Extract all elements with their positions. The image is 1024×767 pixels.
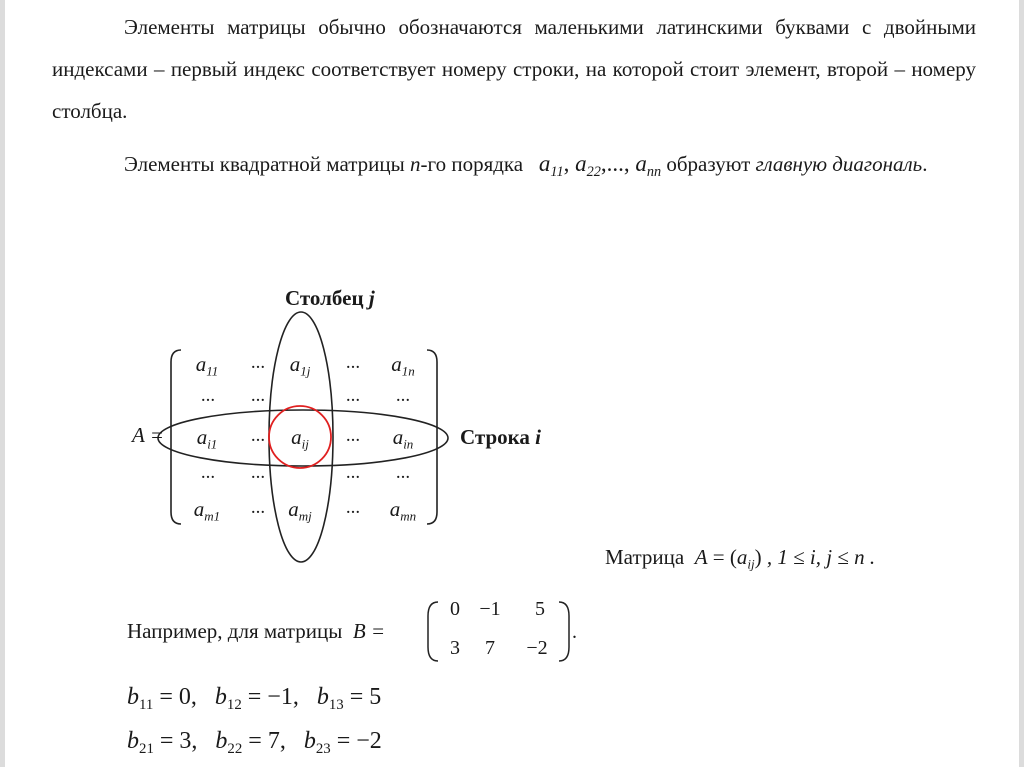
- p2-end: .: [922, 152, 928, 176]
- dots-r3c2: ...: [250, 425, 266, 446]
- diagonal-formula: $a_{11}$, $a_{22}$,..., $a_{nn}$: [538, 151, 662, 180]
- values-row-2: [127, 728, 382, 758]
- p2-middle: образуют: [661, 152, 756, 176]
- dots-r2c5: ...: [395, 385, 411, 406]
- B-left-paren: [428, 602, 438, 661]
- value-b11: $b_{11} = 0$,: [127, 684, 197, 714]
- p2-order: -го порядка: [420, 152, 529, 176]
- dots-r3c4: ...: [345, 425, 361, 446]
- dots-r4c5: ...: [395, 462, 411, 483]
- B-r1c3: 5: [535, 598, 545, 620]
- B-r2c3: −2: [526, 637, 548, 659]
- cell-a11: $a_{11}$: [195, 352, 219, 379]
- cell-a1n: $a_{1n}$: [391, 352, 415, 379]
- B-right-paren: [559, 602, 569, 661]
- p2-n: n: [410, 152, 421, 176]
- B-r1c1: 0: [450, 598, 460, 620]
- B-r2c2: 7: [485, 637, 495, 659]
- value-b22: $b_{22} = 7$,: [215, 728, 286, 758]
- value-b23: $b_{23} = -2$: [303, 728, 382, 758]
- dots-r4c1: ...: [200, 462, 216, 483]
- p2-term-main-diagonal: главную диагональ: [755, 152, 923, 176]
- B-end-period: .: [572, 621, 577, 643]
- cell-amj: $a_{mj}$: [288, 497, 312, 524]
- cell-ain: $a_{in}$: [392, 425, 414, 452]
- dots-r5c4: ...: [345, 497, 361, 518]
- cell-amn: $a_{mn}$: [389, 497, 417, 524]
- dots-r1c2: ...: [250, 352, 266, 373]
- dots-r2c1: ...: [200, 385, 216, 406]
- row-label: Строка i: [460, 425, 542, 449]
- values-row-1: [127, 684, 382, 714]
- dots-r2c4: ...: [345, 385, 361, 406]
- value-b12: $b_{12} = -1$,: [214, 684, 299, 714]
- p2-text-before: Элементы квадратной матрицы: [124, 152, 410, 176]
- example-text: Например, для матрицы B =: [127, 619, 386, 643]
- dots-r5c2: ...: [250, 497, 266, 518]
- value-b13: $b_{13} = 5$: [316, 684, 382, 714]
- paragraph-1-text: Элементы матрицы обычно обозначаются маленькими латинскими буквами с двойными индексами – первый индекс соответствует номеру строки, на которой стоит элемент, второй – номеру столбца.: [52, 15, 976, 123]
- column-label: Столбец j: [285, 286, 375, 310]
- dots-r2c2: ...: [250, 385, 266, 406]
- B-r1c2: −1: [479, 598, 501, 620]
- dots-r4c4: ...: [345, 462, 361, 483]
- cell-am1: $a_{m1}$: [193, 497, 221, 524]
- A-label: A =: [132, 423, 164, 447]
- cell-ai1: $a_{i1}$: [196, 425, 218, 452]
- B-r2c1: 3: [450, 637, 460, 659]
- dots-r1c4: ...: [345, 352, 361, 373]
- matrix-caption: Матрица $A = (a_{ij})$ , 1 ≤ i, j ≤ n .: [605, 545, 876, 572]
- cell-a1j: $a_{1j}$: [289, 352, 311, 379]
- cell-aij: $a_{ij}$: [291, 425, 309, 452]
- value-b21: $b_{21} = 3$,: [127, 728, 198, 758]
- dots-r4c2: ...: [250, 462, 266, 483]
